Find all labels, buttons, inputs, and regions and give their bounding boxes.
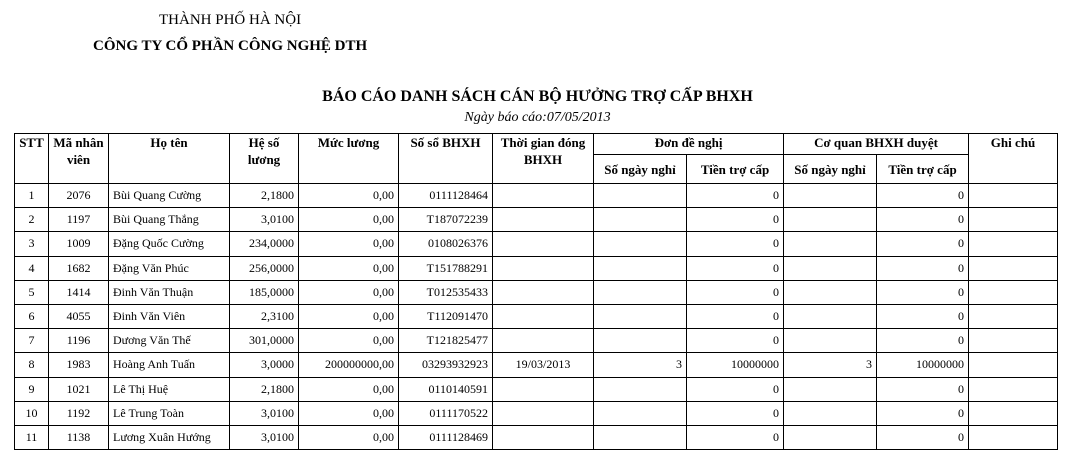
cell-stt: 5 (15, 280, 49, 304)
cell-cq-so-ngay-nghi (784, 401, 877, 425)
cell-ho-ten: Đinh Văn Thuận (109, 280, 230, 304)
city-name: THÀNH PHỐ HÀ NỘI (159, 12, 302, 28)
col-group-don-de-nghi: Đơn đề nghị (594, 134, 784, 155)
cell-cq-so-ngay-nghi (784, 232, 877, 256)
cell-ghi-chu (969, 425, 1058, 449)
cell-muc-luong: 0,00 (299, 377, 399, 401)
cell-cq-so-ngay-nghi (784, 304, 877, 328)
cell-thoi-gian-dong (493, 425, 594, 449)
table-row (15, 329, 1058, 353)
cell-ma-nhan-vien: 4055 (49, 304, 109, 328)
col-so-so-bhxh: Số sổ BHXH (399, 134, 493, 184)
cell-ho-ten: Đặng Quốc Cường (109, 232, 230, 256)
cell-cq-tien-tro-cap: 0 (877, 401, 969, 425)
cell-cq-tien-tro-cap: 0 (877, 208, 969, 232)
cell-thoi-gian-dong (493, 280, 594, 304)
cell-muc-luong: 0,00 (299, 184, 399, 208)
table-header (15, 134, 1058, 184)
cell-so-so-bhxh: 0111170522 (399, 401, 493, 425)
report-date (0, 110, 1075, 126)
cell-ma-nhan-vien: 1138 (49, 425, 109, 449)
cell-dn-tien-tro-cap: 0 (687, 208, 784, 232)
cell-stt: 6 (15, 304, 49, 328)
cell-cq-tien-tro-cap: 0 (877, 184, 969, 208)
cell-stt: 7 (15, 329, 49, 353)
cell-muc-luong: 200000000,00 (299, 353, 399, 377)
cell-so-so-bhxh: 0111128469 (399, 425, 493, 449)
cell-thoi-gian-dong (493, 329, 594, 353)
cell-thoi-gian-dong (493, 304, 594, 328)
cell-dn-so-ngay-nghi (594, 401, 687, 425)
table-row (15, 232, 1058, 256)
cell-muc-luong: 0,00 (299, 208, 399, 232)
cell-ho-ten: Hoàng Anh Tuấn (109, 353, 230, 377)
cell-ghi-chu (969, 353, 1058, 377)
col-ghi-chu: Ghi chú (969, 134, 1058, 184)
cell-dn-so-ngay-nghi (594, 280, 687, 304)
cell-so-so-bhxh: T012535433 (399, 280, 493, 304)
cell-dn-tien-tro-cap: 10000000 (687, 353, 784, 377)
report-title: BÁO CÁO DANH SÁCH CÁN BỘ HƯỞNG TRỢ CẤP BHXH (322, 88, 753, 105)
cell-stt: 11 (15, 425, 49, 449)
cell-muc-luong: 0,00 (299, 329, 399, 353)
cell-cq-tien-tro-cap: 0 (877, 377, 969, 401)
cell-thoi-gian-dong (493, 377, 594, 401)
cell-thoi-gian-dong: 19/03/2013 (493, 353, 594, 377)
cell-ho-ten: Dương Văn Thế (109, 329, 230, 353)
table-row (15, 425, 1058, 449)
col-cq-tien-tro-cap: Tiền trợ cấp (877, 155, 969, 184)
cell-he-so-luong: 3,0100 (230, 401, 299, 425)
cell-ghi-chu (969, 329, 1058, 353)
cell-so-so-bhxh: T112091470 (399, 304, 493, 328)
cell-ma-nhan-vien: 2076 (49, 184, 109, 208)
cell-cq-so-ngay-nghi (784, 256, 877, 280)
cell-cq-tien-tro-cap: 0 (877, 256, 969, 280)
cell-ma-nhan-vien: 1021 (49, 377, 109, 401)
col-stt: STT (15, 134, 49, 184)
cell-so-so-bhxh: 0110140591 (399, 377, 493, 401)
cell-dn-tien-tro-cap: 0 (687, 304, 784, 328)
cell-dn-tien-tro-cap: 0 (687, 280, 784, 304)
cell-ho-ten: Bùi Quang Thắng (109, 208, 230, 232)
cell-muc-luong: 0,00 (299, 256, 399, 280)
cell-dn-tien-tro-cap: 0 (687, 232, 784, 256)
cell-stt: 1 (15, 184, 49, 208)
cell-thoi-gian-dong (493, 256, 594, 280)
cell-thoi-gian-dong (493, 401, 594, 425)
company-name: CÔNG TY CỔ PHẦN CÔNG NGHỆ DTH (93, 38, 368, 54)
cell-so-so-bhxh: T151788291 (399, 256, 493, 280)
cell-muc-luong: 0,00 (299, 401, 399, 425)
col-group-co-quan-duyet: Cơ quan BHXH duyệt (784, 134, 969, 155)
cell-muc-luong: 0,00 (299, 304, 399, 328)
cell-thoi-gian-dong (493, 232, 594, 256)
cell-dn-so-ngay-nghi: 3 (594, 353, 687, 377)
cell-muc-luong: 0,00 (299, 425, 399, 449)
cell-dn-so-ngay-nghi (594, 304, 687, 328)
cell-ghi-chu (969, 304, 1058, 328)
cell-he-so-luong: 234,0000 (230, 232, 299, 256)
cell-stt: 9 (15, 377, 49, 401)
table-row (15, 280, 1058, 304)
cell-ho-ten: Lê Thị Huệ (109, 377, 230, 401)
cell-dn-so-ngay-nghi (594, 232, 687, 256)
cell-he-so-luong: 256,0000 (230, 256, 299, 280)
cell-so-so-bhxh: 03293932923 (399, 353, 493, 377)
cell-he-so-luong: 2,1800 (230, 184, 299, 208)
cell-dn-tien-tro-cap: 0 (687, 329, 784, 353)
cell-ma-nhan-vien: 1682 (49, 256, 109, 280)
cell-ho-ten: Bùi Quang Cường (109, 184, 230, 208)
cell-dn-so-ngay-nghi (594, 184, 687, 208)
cell-he-so-luong: 3,0100 (230, 425, 299, 449)
cell-so-so-bhxh: 0111128464 (399, 184, 493, 208)
col-dn-tien-tro-cap: Tiền trợ cấp (687, 155, 784, 184)
cell-cq-tien-tro-cap: 0 (877, 304, 969, 328)
col-thoi-gian-dong: Thời gian đóng BHXH (493, 134, 594, 184)
cell-he-so-luong: 185,0000 (230, 280, 299, 304)
cell-stt: 10 (15, 401, 49, 425)
cell-cq-tien-tro-cap: 0 (877, 232, 969, 256)
cell-he-so-luong: 3,0100 (230, 208, 299, 232)
cell-dn-tien-tro-cap: 0 (687, 256, 784, 280)
report-table (14, 133, 1058, 450)
cell-thoi-gian-dong (493, 184, 594, 208)
cell-dn-tien-tro-cap: 0 (687, 425, 784, 449)
cell-ma-nhan-vien: 1983 (49, 353, 109, 377)
cell-cq-tien-tro-cap: 0 (877, 280, 969, 304)
table-row (15, 256, 1058, 280)
report-date-label: Ngày báo cáo: (464, 110, 547, 125)
cell-cq-so-ngay-nghi (784, 280, 877, 304)
cell-cq-so-ngay-nghi (784, 377, 877, 401)
table-row (15, 353, 1058, 377)
table-row (15, 208, 1058, 232)
cell-ghi-chu (969, 184, 1058, 208)
cell-dn-so-ngay-nghi (594, 377, 687, 401)
cell-cq-so-ngay-nghi (784, 425, 877, 449)
cell-ho-ten: Lê Trung Toàn (109, 401, 230, 425)
col-muc-luong: Mức lương (299, 134, 399, 184)
cell-ma-nhan-vien: 1414 (49, 280, 109, 304)
table-body (15, 184, 1058, 450)
cell-stt: 8 (15, 353, 49, 377)
cell-ghi-chu (969, 401, 1058, 425)
cell-ghi-chu (969, 377, 1058, 401)
cell-so-so-bhxh: 0108026376 (399, 232, 493, 256)
cell-ghi-chu (969, 232, 1058, 256)
table-row (15, 377, 1058, 401)
cell-ho-ten: Lương Xuân Hướng (109, 425, 230, 449)
cell-he-so-luong: 301,0000 (230, 329, 299, 353)
cell-stt: 3 (15, 232, 49, 256)
cell-ma-nhan-vien: 1196 (49, 329, 109, 353)
cell-cq-so-ngay-nghi (784, 208, 877, 232)
cell-cq-tien-tro-cap: 10000000 (877, 353, 969, 377)
cell-ho-ten: Đặng Văn Phúc (109, 256, 230, 280)
cell-ghi-chu (969, 280, 1058, 304)
cell-dn-so-ngay-nghi (594, 329, 687, 353)
cell-dn-so-ngay-nghi (594, 256, 687, 280)
cell-muc-luong: 0,00 (299, 232, 399, 256)
cell-so-so-bhxh: T187072239 (399, 208, 493, 232)
cell-cq-so-ngay-nghi (784, 329, 877, 353)
cell-he-so-luong: 2,1800 (230, 377, 299, 401)
table-row (15, 401, 1058, 425)
cell-ma-nhan-vien: 1009 (49, 232, 109, 256)
cell-ghi-chu (969, 256, 1058, 280)
cell-dn-tien-tro-cap: 0 (687, 184, 784, 208)
col-ho-ten: Họ tên (109, 134, 230, 184)
cell-he-so-luong: 2,3100 (230, 304, 299, 328)
col-ma-nhan-vien: Mã nhân viên (49, 134, 109, 184)
report-date-value: 07/05/2013 (546, 110, 611, 125)
table-row (15, 184, 1058, 208)
cell-dn-tien-tro-cap: 0 (687, 377, 784, 401)
cell-thoi-gian-dong (493, 208, 594, 232)
cell-muc-luong: 0,00 (299, 280, 399, 304)
cell-ghi-chu (969, 208, 1058, 232)
cell-ho-ten: Đinh Văn Viên (109, 304, 230, 328)
col-cq-so-ngay-nghi: Số ngày nghỉ (784, 155, 877, 184)
table-row (15, 304, 1058, 328)
cell-stt: 2 (15, 208, 49, 232)
cell-stt: 4 (15, 256, 49, 280)
cell-ma-nhan-vien: 1192 (49, 401, 109, 425)
cell-cq-so-ngay-nghi (784, 184, 877, 208)
cell-cq-so-ngay-nghi: 3 (784, 353, 877, 377)
cell-cq-tien-tro-cap: 0 (877, 425, 969, 449)
cell-he-so-luong: 3,0000 (230, 353, 299, 377)
cell-dn-tien-tro-cap: 0 (687, 401, 784, 425)
cell-dn-so-ngay-nghi (594, 425, 687, 449)
cell-cq-tien-tro-cap: 0 (877, 329, 969, 353)
col-he-so-luong: Hệ số lương (230, 134, 299, 184)
cell-so-so-bhxh: T121825477 (399, 329, 493, 353)
cell-dn-so-ngay-nghi (594, 208, 687, 232)
cell-ma-nhan-vien: 1197 (49, 208, 109, 232)
col-dn-so-ngay-nghi: Số ngày nghỉ (594, 155, 687, 184)
